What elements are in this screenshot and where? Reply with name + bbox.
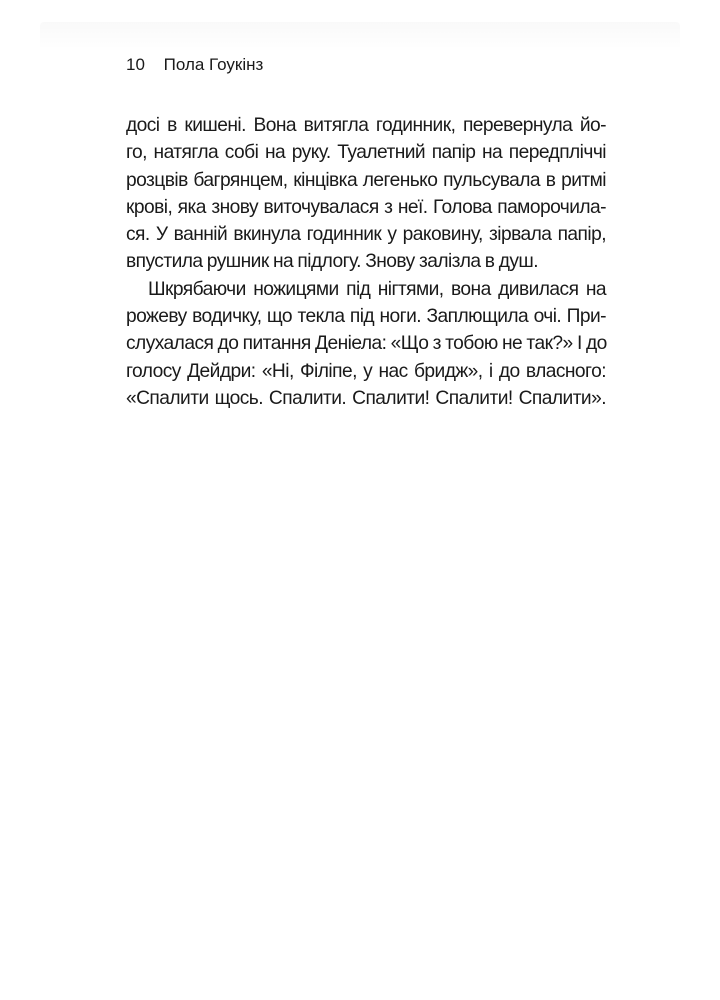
running-title-author: Пола Гоукінз	[163, 55, 264, 74]
text-line: «Спалити щось. Спалити. Спалити! Спалити! Спалити».	[126, 387, 606, 409]
text-line: досі в кишені. Вона витягла годинник, перевернула йо-	[126, 115, 606, 136]
body-text	[126, 112, 606, 412]
paragraph-2	[126, 276, 606, 412]
page-number: 10	[126, 55, 145, 74]
running-head	[126, 54, 263, 76]
text-line: го, натягла собі на руку. Туалетний папір на передпліччі	[126, 142, 606, 164]
text-line: голосу Дейдри: «Ні, Філіпе, у нас бридж», і до власного:	[126, 360, 606, 382]
text-line: слухалася до питання Деніела: «Що з тобою не так?» І до	[126, 333, 607, 355]
paragraph-1	[126, 112, 606, 276]
text-line: крові, яка знову виточувалася з неї. Голова паморочила-	[126, 196, 606, 218]
text-line: рожеву водичку, що текла під ноги. Заплющила очі. При-	[126, 306, 606, 328]
scan-shadow	[40, 22, 680, 50]
text-line: розцвів багрянцем, кінцівка легенько пульсувала в ритмі	[126, 169, 606, 191]
text-line: ся. У ванній вкинула годинник у раковину, зірвала папір,	[126, 224, 606, 246]
text-line: Шкрябаючи ножицями під нігтями, вона дивилася на	[148, 278, 606, 300]
text-line: впустила рушник на підлогу. Знову залізла в душ.	[126, 251, 539, 273]
